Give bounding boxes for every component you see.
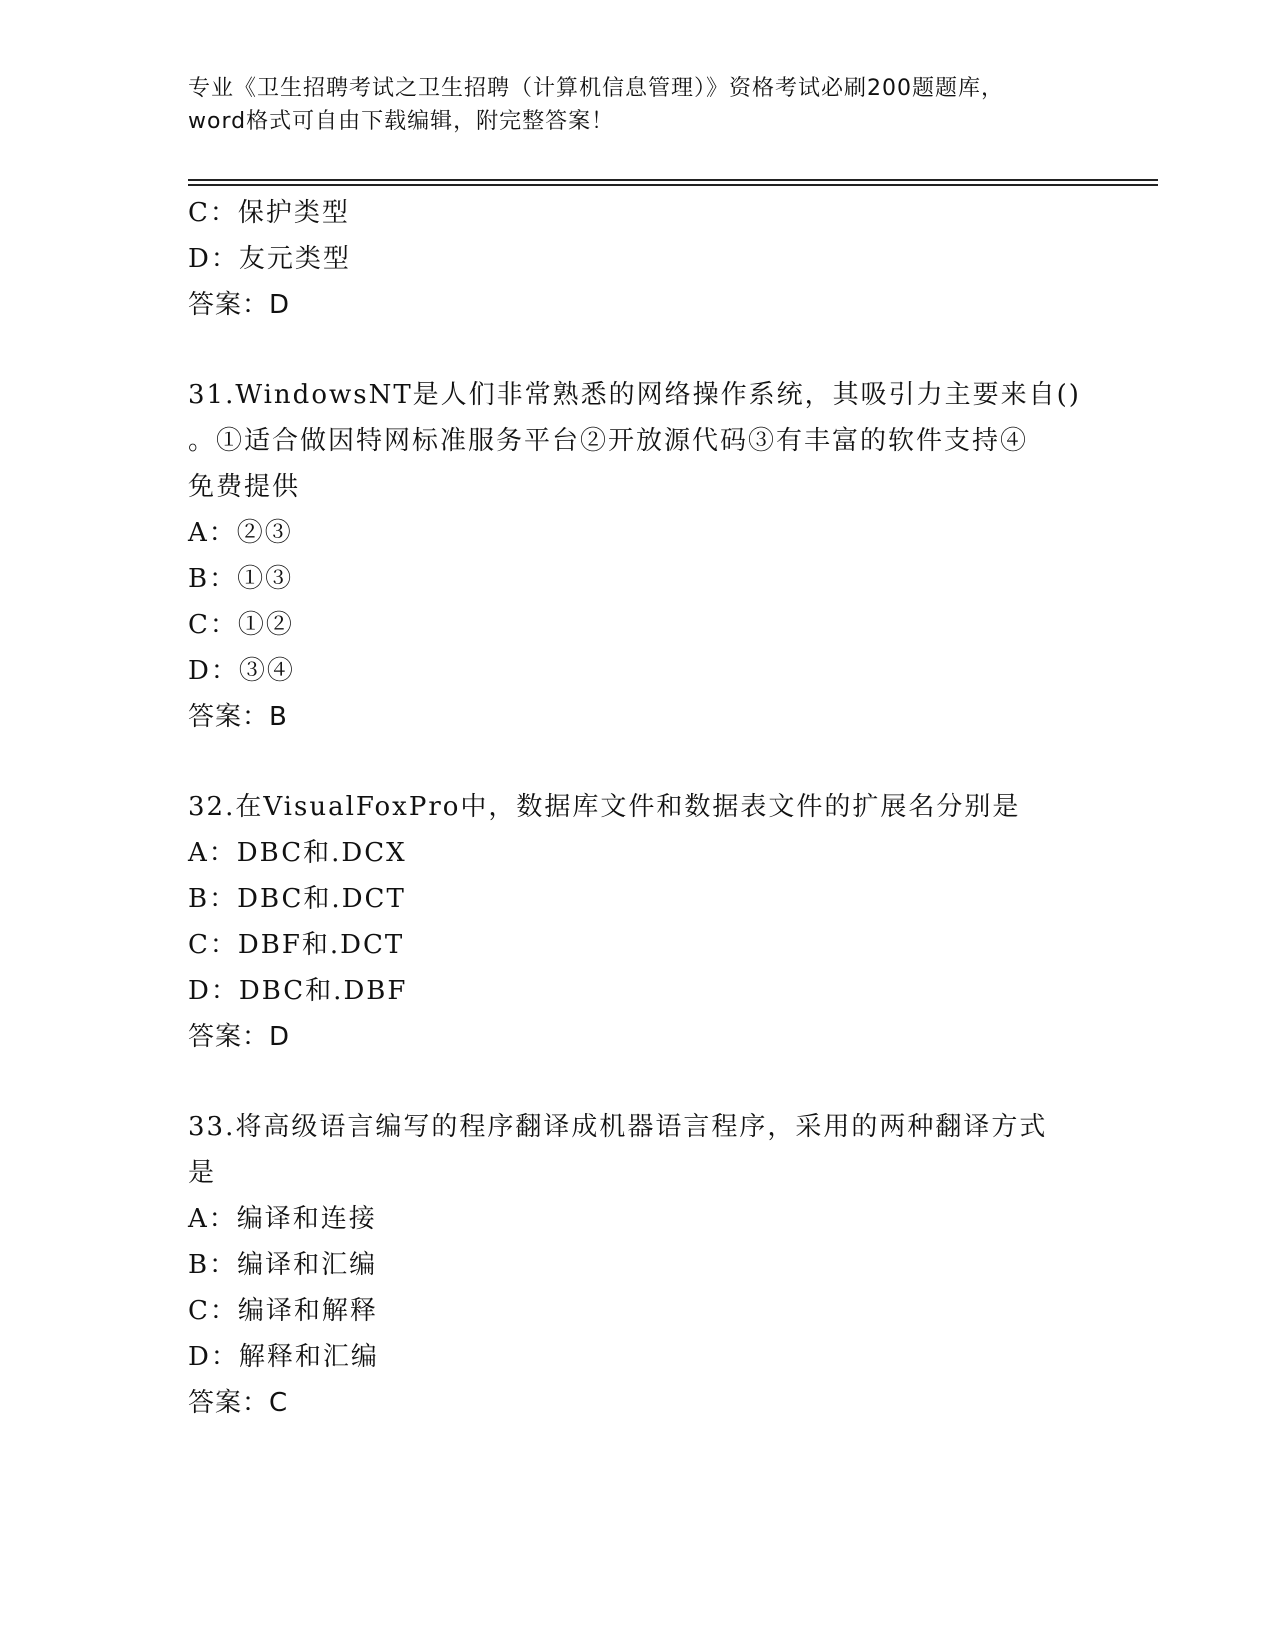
option-c: C：保护类型 xyxy=(188,198,350,228)
spacer xyxy=(188,1060,1088,1104)
option-a: A：编译和连接 xyxy=(188,1204,377,1234)
option-d: D：DBC和.DBF xyxy=(188,976,408,1006)
header-title-line-2: word格式可自由下载编辑，附完整答案！ xyxy=(188,109,615,134)
question-stem-line-1: 32.在VisualFoxPro中，数据库文件和数据表文件的扩展名分别是 xyxy=(188,792,1021,822)
option-d: D：③④ xyxy=(188,656,295,686)
question-31 xyxy=(188,372,1088,740)
option-c: C：编译和解释 xyxy=(188,1296,378,1326)
answer: 答案：C xyxy=(188,1388,289,1418)
question-stem-line-2: 是 xyxy=(188,1158,217,1188)
option-a: A：DBC和.DCX xyxy=(188,838,407,868)
question-stem-line-2: 。①适合做因特网标准服务平台②开放源代码③有丰富的软件支持④ xyxy=(188,426,1029,456)
option-c: C：①② xyxy=(188,610,294,640)
option-b: B：DBC和.DCT xyxy=(188,884,406,914)
question-stem-line-1: 31.WindowsNT是人们非常熟悉的网络操作系统，其吸引力主要来自() xyxy=(188,380,1081,410)
spacer xyxy=(188,328,1088,372)
answer: 答案：D xyxy=(188,290,291,320)
answer: 答案：D xyxy=(188,1022,291,1052)
option-c: C：DBF和.DCT xyxy=(188,930,405,960)
option-d: D：友元类型 xyxy=(188,244,351,274)
option-b: B：①③ xyxy=(188,564,294,594)
question-stem-line-3: 免费提供 xyxy=(188,472,301,502)
question-32 xyxy=(188,784,1088,1060)
option-a: A：②③ xyxy=(188,518,293,548)
question-33 xyxy=(188,1104,1088,1426)
header-title-line-1: 专业《卫生招聘考试之卫生招聘（计算机信息管理）》资格考试必刷200题题库， xyxy=(188,76,1004,101)
page-header xyxy=(188,72,1088,138)
header-divider-top xyxy=(188,179,1158,181)
question-list xyxy=(188,190,1088,1426)
answer: 答案：B xyxy=(188,702,288,732)
question-stem-line-1: 33.将高级语言编写的程序翻译成机器语言程序，采用的两种翻译方式 xyxy=(188,1112,1048,1142)
question-30 xyxy=(188,190,1088,328)
spacer xyxy=(188,740,1088,784)
header-divider-bottom xyxy=(188,184,1158,186)
option-b: B：编译和汇编 xyxy=(188,1250,378,1280)
option-d: D：解释和汇编 xyxy=(188,1342,379,1372)
